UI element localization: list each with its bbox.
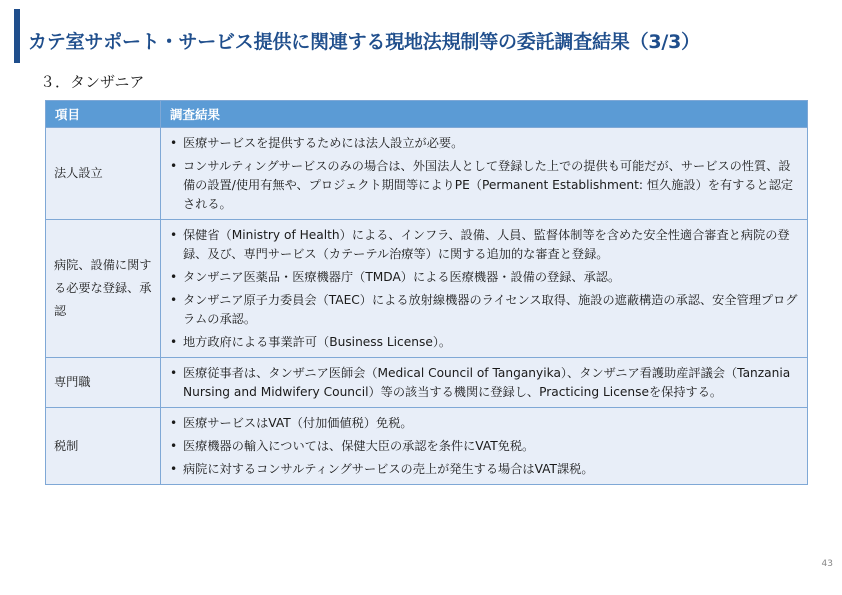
title-accent-bar (14, 9, 20, 63)
page-title: カテ室サポート・サービス提供に関連する現地法規制等の委託調査結果（3/3） (28, 31, 700, 53)
result-bullet: • タンザニア原子力委員会（TAEC）による放射線機器のライセンス取得、施設の遮蔽構造の承認、安全管理プログラムの承認。 (169, 291, 799, 329)
table-header-row (46, 101, 808, 128)
row-item-label: 専門職 (46, 358, 161, 408)
result-bullet: • 医療機器の輸入については、保健大臣の承認を条件にVAT免税。 (169, 437, 799, 456)
result-bullet: • タンザニア医薬品・医療機器庁（TMDA）による医療機器・設備の登録、承認。 (169, 268, 799, 287)
survey-results-table (45, 100, 808, 485)
header-item: 項目 (46, 101, 161, 128)
result-bullet: • 医療サービスはVAT（付加価値税）免税。 (169, 414, 799, 433)
page-number: 43 (821, 559, 833, 569)
row-item-label: 法人設立 (46, 128, 161, 220)
result-bullet: • 保健省（Ministry of Health）による、インフラ、設備、人員、監督体制等を含めた安全性適合審査と病院の登録、及び、専門サービス（カテーテル治療等）に関する追加的な審査と登録。 (169, 226, 799, 264)
row-item-label: 病院、設備に関する必要な登録、承認 (46, 220, 161, 358)
table-row-tax (46, 408, 808, 485)
row-results (161, 408, 808, 485)
header-results: 調査結果 (161, 101, 808, 128)
result-bullet: • 病院に対するコンサルティングサービスの売上が発生する場合はVAT課税。 (169, 460, 799, 479)
section-heading: ３．タンザニア (40, 73, 145, 91)
row-item-label: 税制 (46, 408, 161, 485)
row-results (161, 358, 808, 408)
result-bullet: • 地方政府による事業許可（Business License）。 (169, 333, 799, 352)
result-bullet: • 医療従事者は、タンザニア医師会（Medical Council of Tanganyika）、タンザニア看護助産評議会（Tanzania Nursing and Midwifery Council）等の該当する機関に登録し、Practicing Licenseを保持する。 (169, 364, 799, 402)
result-bullet: • 医療サービスを提供するためには法人設立が必要。 (169, 134, 799, 153)
table-row-registration (46, 220, 808, 358)
row-results (161, 128, 808, 220)
row-results (161, 220, 808, 358)
table-row-professionals (46, 358, 808, 408)
table-row-corporate (46, 128, 808, 220)
result-bullet: • コンサルティングサービスのみの場合は、外国法人として登録した上での提供も可能だが、サービスの性質、設備の設置/使用有無や、プロジェクト期間等によりPE（Permanent Establishment: 恒久施設）を有すると認定される。 (169, 157, 799, 214)
